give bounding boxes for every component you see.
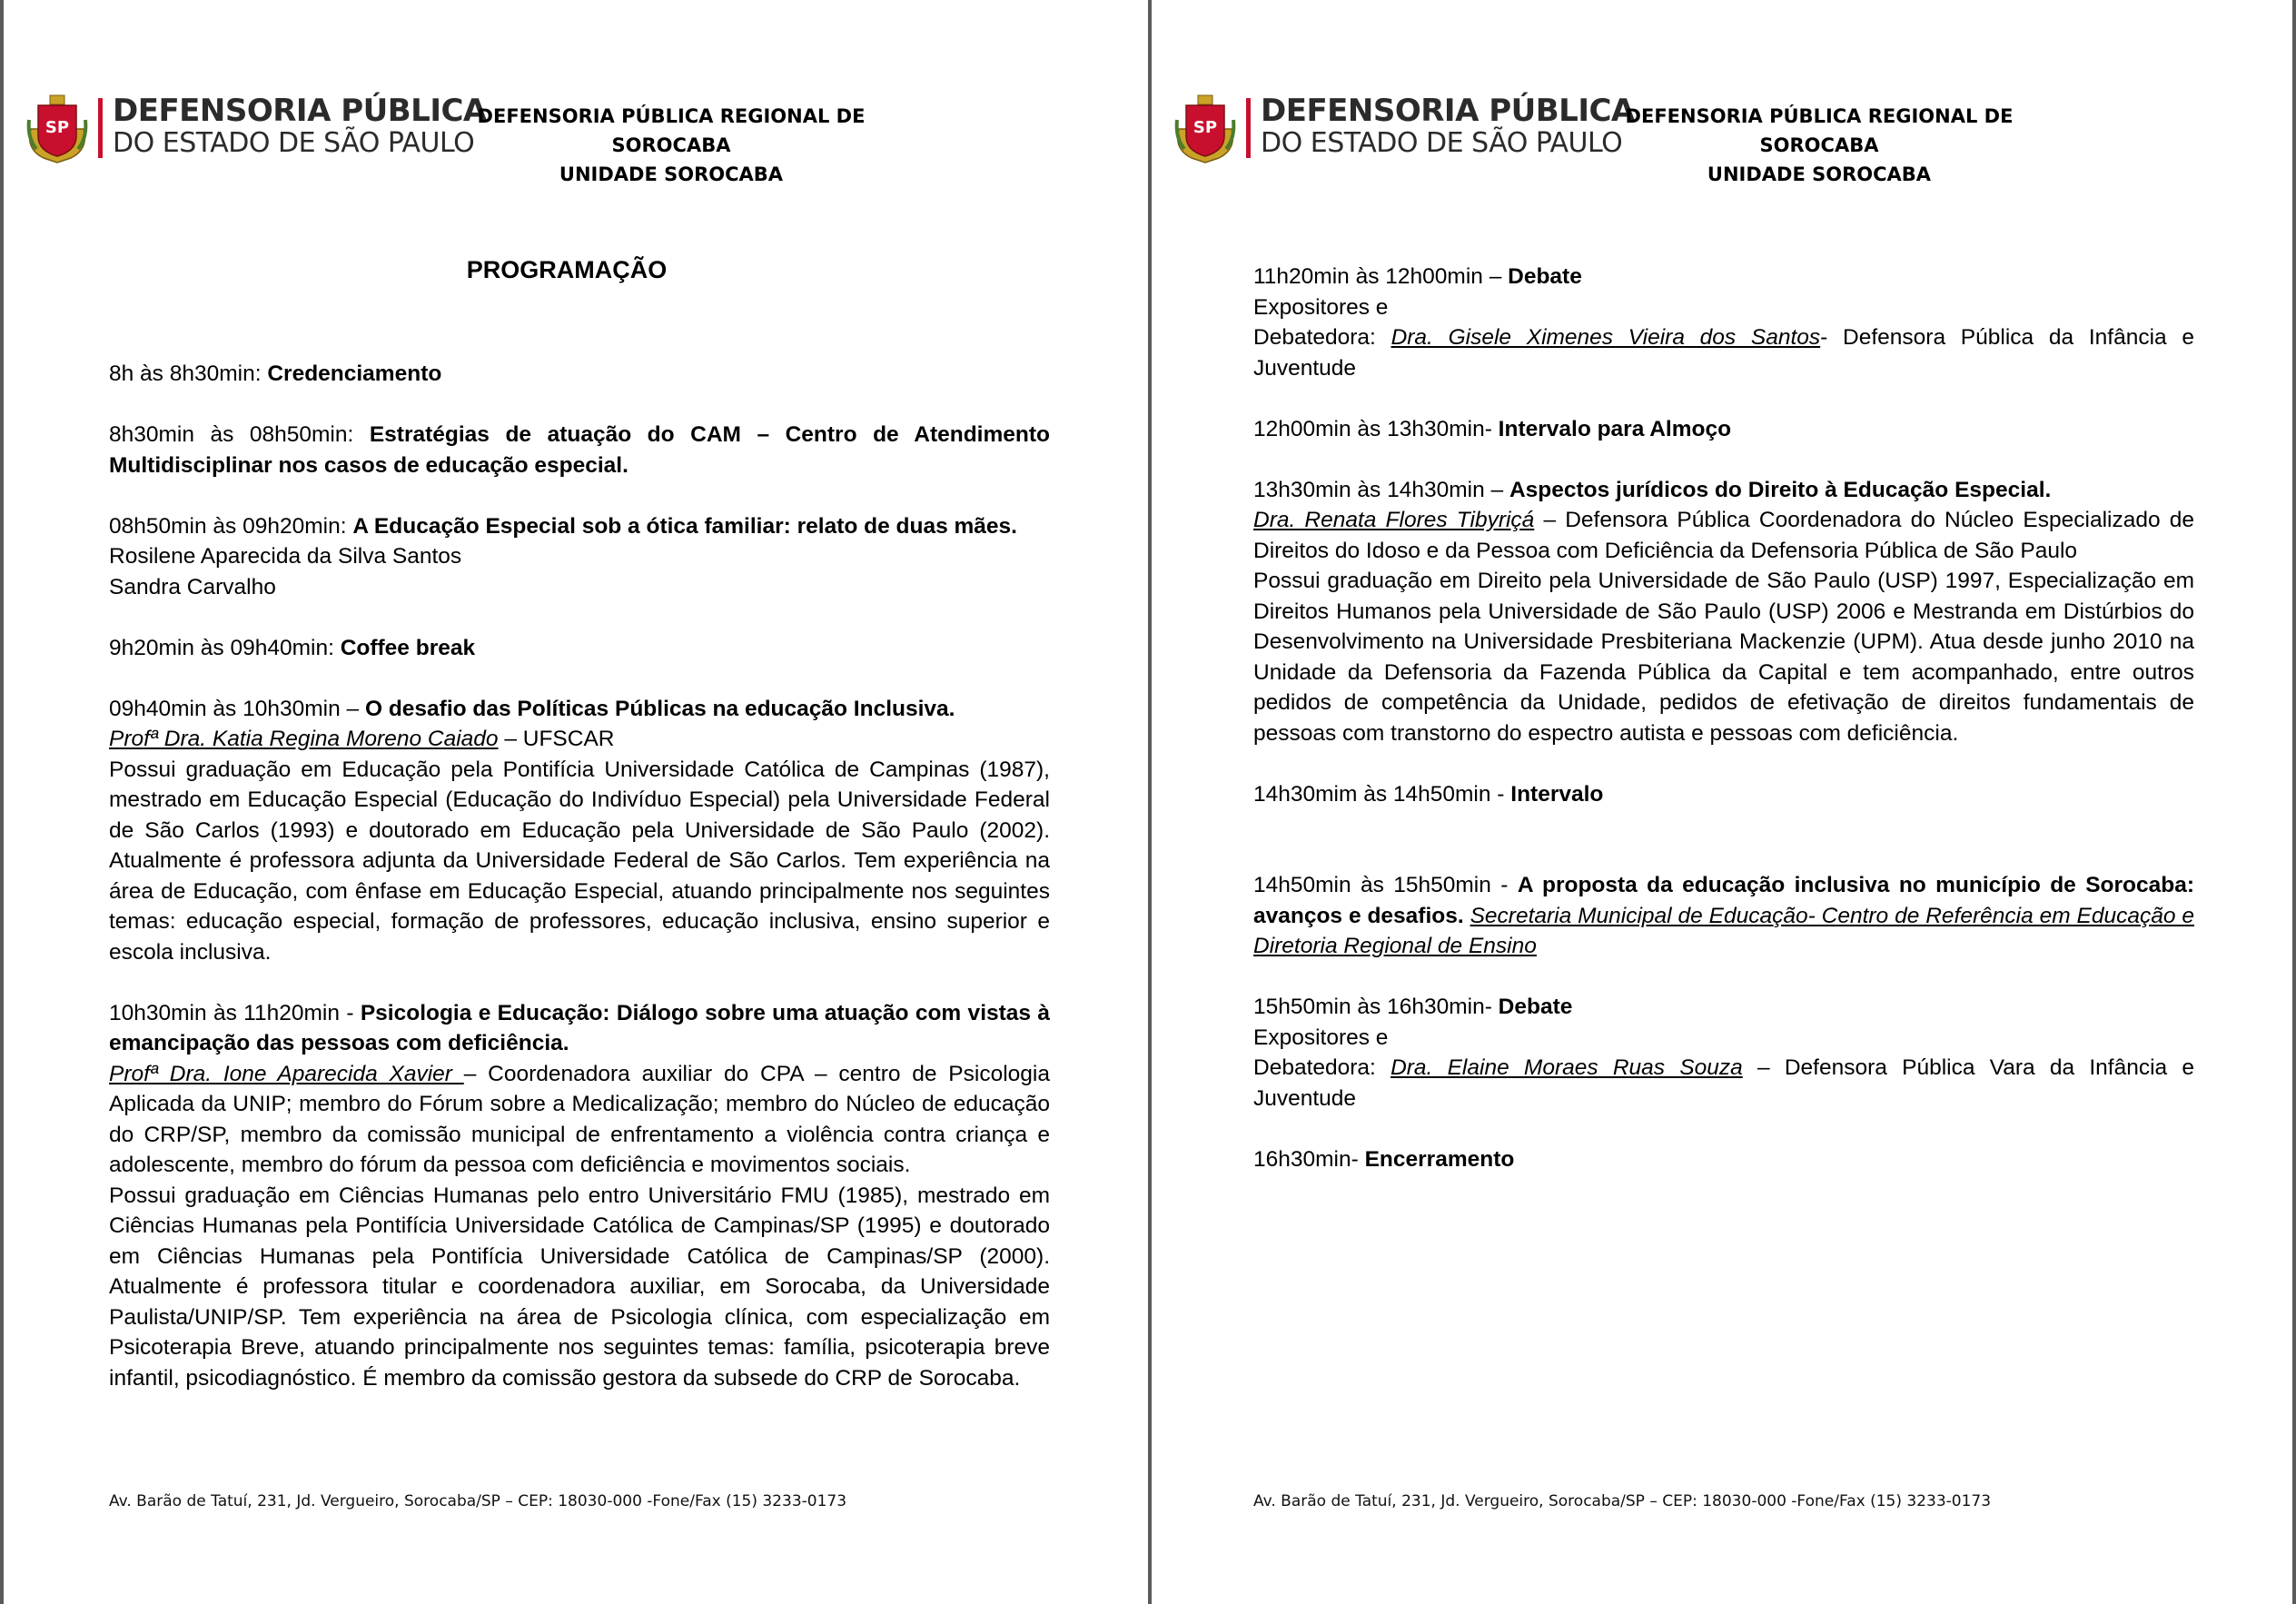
session-title: A proposta da educação inclusiva no município de Sorocaba: avanços e desafios.	[1253, 873, 2194, 928]
session-note: Expositores e	[1253, 294, 1389, 320]
speaker-affiliation: – UFSCAR	[498, 727, 615, 751]
session-encerramento	[1253, 1144, 2194, 1175]
program-content	[109, 359, 1050, 1424]
page-header	[1606, 102, 2033, 189]
speaker-name: Dra. Elaine Moraes Ruas Souza	[1390, 1055, 1743, 1080]
session-debate-1	[1253, 262, 2194, 383]
header-line-1: DEFENSORIA PÚBLICA REGIONAL DE SOROCABA	[1625, 105, 2014, 156]
page-footer: Av. Barão de Tatuí, 231, Jd. Vergueiro, Sorocaba/SP – CEP: 18030-000 -Fone/Fax (15) 3233-0173	[1253, 1492, 1992, 1510]
session-time: 8h30min às 08h50min:	[109, 422, 370, 447]
emblem-text: SP	[1193, 118, 1218, 137]
speaker-name: Secretaria Municipal de Educação- Centro de Referência em Educação e Diretoria Regional de Ensino	[1253, 903, 2194, 958]
session-note: Expositores e	[1253, 1025, 1389, 1050]
session-debate-2	[1253, 992, 2194, 1114]
session-title: Psicologia e Educação: Diálogo sobre uma atuação com vistas à emancipação das pessoas com deficiência.	[109, 1000, 1051, 1055]
emblem-text: SP	[45, 118, 70, 137]
logo-subtitle: DO ESTADO DE SÃO PAULO	[113, 127, 475, 159]
logo-title: DEFENSORIA PÚBLICA	[113, 93, 487, 129]
session-almoco	[1253, 414, 2194, 445]
session-credenciamento	[109, 359, 1050, 390]
blank-line	[1253, 840, 2194, 871]
logo-divider	[1246, 98, 1251, 158]
sp-coat-of-arms-icon	[1173, 93, 1237, 163]
speaker-bio: – Defensora Pública Coordenadora do Núcleo Especializado de Direitos do Idoso e da Pessoa com Deficiência da Defensoria Pública de São Paulo	[1253, 508, 2194, 563]
logo-divider	[98, 98, 103, 158]
session-title: Coffee break	[340, 635, 476, 660]
session-cam	[109, 420, 1050, 480]
speaker-name: Profª Dra. Katia Regina Moreno Caiado	[109, 727, 499, 751]
session-psicologia-educacao	[109, 998, 1050, 1394]
speaker-name: Profª Dra. Ione Aparecida Xavier	[109, 1061, 464, 1086]
session-title: Encerramento	[1364, 1146, 1515, 1172]
speaker-prefix: Debatedora:	[1253, 325, 1391, 350]
logo-subtitle: DO ESTADO DE SÃO PAULO	[1261, 127, 1623, 159]
session-time: 16h30min-	[1253, 1146, 1365, 1172]
session-proposta-sorocaba	[1253, 870, 2194, 962]
speaker-name: Dra. Gisele Ximenes Vieira dos Santos	[1390, 325, 1821, 350]
session-coffee-break	[109, 633, 1050, 664]
session-time: 9h20min às 09h40min:	[109, 635, 341, 660]
session-time: 14h50min às 15h50min -	[1253, 873, 1518, 897]
session-title: Intervalo para Almoço	[1498, 416, 1732, 441]
window-edge-right	[2292, 0, 2296, 1604]
page-1	[4, 0, 1148, 1604]
session-title: Intervalo	[1510, 781, 1604, 807]
page-header	[458, 102, 885, 189]
header-line-2: UNIDADE SOROCABA	[559, 163, 784, 185]
session-intervalo	[1253, 779, 2194, 810]
speaker-name: Dra. Renata Flores Tibyriçá	[1253, 508, 1535, 532]
session-title: Debate	[1498, 995, 1573, 1019]
session-time: 13h30min às 14h30min –	[1253, 477, 1509, 502]
header-line-1: DEFENSORIA PÚBLICA REGIONAL DE SOROCABA	[477, 105, 866, 156]
speaker-bio: Possui graduação em Ciências Humanas pelo entro Universitário FMU (1985), mestrado em Ciências Humanas pela Pontifícia Universidade Católica de Campinas/SP (1995) e doutorado em Ciências Humanas pela Pontifícia Universidade Católica de Campinas/SP (2000). Atualmente é professora titular e coordenadora auxiliar, em Sorocaba, da Universidade Paulista/UNIP/SP. Tem experiência na área de Psicologia clínica, com especialização em Psicoterapia Breve, atuando principalmente nos seguintes temas: família, psicoterapia breve infantil, psicodiagnóstico. É membro da comissão gestora da subsede do CRP de Sorocaba.	[109, 1183, 1050, 1391]
speaker-name: Rosilene Aparecida da Silva Santos	[109, 544, 462, 569]
logo-title: DEFENSORIA PÚBLICA	[1261, 93, 1635, 129]
session-time: 11h20min às 12h00min –	[1253, 264, 1509, 289]
sp-coat-of-arms-icon	[25, 93, 89, 163]
session-time: 08h50min às 09h20min:	[109, 513, 353, 539]
page-footer: Av. Barão de Tatuí, 231, Jd. Vergueiro, Sorocaba/SP – CEP: 18030-000 -Fone/Fax (15) 3233-0173	[109, 1492, 847, 1510]
speaker-bio: Possui graduação em Educação pela Pontifícia Universidade Católica de Campinas (1987), mestrado em Educação Especial (Educação do Indivíduo Especial) pela Universidade Federal de São Carlos (1993) e doutorado em Educação pela Universidade de São Paulo (2002). Atualmente é professora adjunta da Universidade Federal de São Carlos. Tem experiência na área de Educação, com ênfase em Educação Especial, atuando principalmente nos seguintes temas: educação especial, formação de professores, educação inclusiva, ensino superior e escola inclusiva.	[109, 757, 1050, 965]
session-title: Estratégias de atuação do CAM – Centro de Atendimento Multidisciplinar nos casos de educação especial.	[109, 422, 1050, 478]
program-content	[1253, 262, 2194, 1205]
session-title: O desafio das Políticas Públicas na educação Inclusiva.	[364, 696, 955, 721]
session-educacao-familiar	[109, 511, 1050, 603]
session-time: 12h00min às 13h30min-	[1253, 416, 1499, 441]
page-2	[1152, 0, 2292, 1604]
session-politicas-publicas	[109, 694, 1050, 968]
session-time: 8h às 8h30min:	[109, 361, 268, 386]
session-aspectos-juridicos	[1253, 475, 2194, 749]
header-line-2: UNIDADE SOROCABA	[1707, 163, 1932, 185]
session-title: Credenciamento	[267, 361, 442, 386]
speaker-bio: – Coordenadora auxiliar do CPA – centro de Psicologia Aplicada da UNIP; membro do Fórum sobre a Medicalização; membro do Núcleo de educação do CRP/SP, membro da comissão municipal de enfrentamento a violência contra criança e adolescente, membro do fórum da pessoa com deficiência e movimentos sociais.	[109, 1061, 1050, 1177]
session-time: 10h30min às 11h20min -	[109, 1000, 361, 1025]
session-time: 14h30mim às 14h50min -	[1253, 781, 1511, 807]
session-title: A Educação Especial sob a ótica familiar: relato de duas mães.	[352, 513, 1017, 539]
session-time: 15h50min às 16h30min-	[1253, 995, 1499, 1019]
program-title: PROGRAMAÇÃO	[466, 256, 668, 283]
speaker-role: - Defensora Pública da Infância e Juventude	[1253, 325, 2194, 381]
speaker-prefix: Debatedora:	[1253, 1055, 1391, 1080]
session-time: 09h40min às 10h30min –	[109, 696, 365, 721]
session-title: Aspectos jurídicos do Direito à Educação Especial.	[1509, 477, 2052, 502]
speaker-name: Sandra Carvalho	[109, 574, 276, 599]
speaker-role: – Defensora Pública Vara da Infância e Juventude	[1253, 1055, 2194, 1111]
session-title: Debate	[1508, 264, 1582, 289]
speaker-bio: Possui graduação em Direito pela Universidade de São Paulo (USP) 1997, Especialização em Direitos Humanos pela Universidade de São Paulo (USP) 2006 e Mestranda em Distúrbios do Desenvolvimento na Universidade Presbiteriana Mackenzie (UPM). Atua desde junho 2010 na Unidade da Defensoria da Fazenda Pública da Capital e tem acompanhado, entre outros pedidos de competência da Unidade, pedidos de efetivação de direitos fundamentais de pessoas com transtorno do espectro autista e pessoas com deficiência.	[1253, 569, 2194, 746]
